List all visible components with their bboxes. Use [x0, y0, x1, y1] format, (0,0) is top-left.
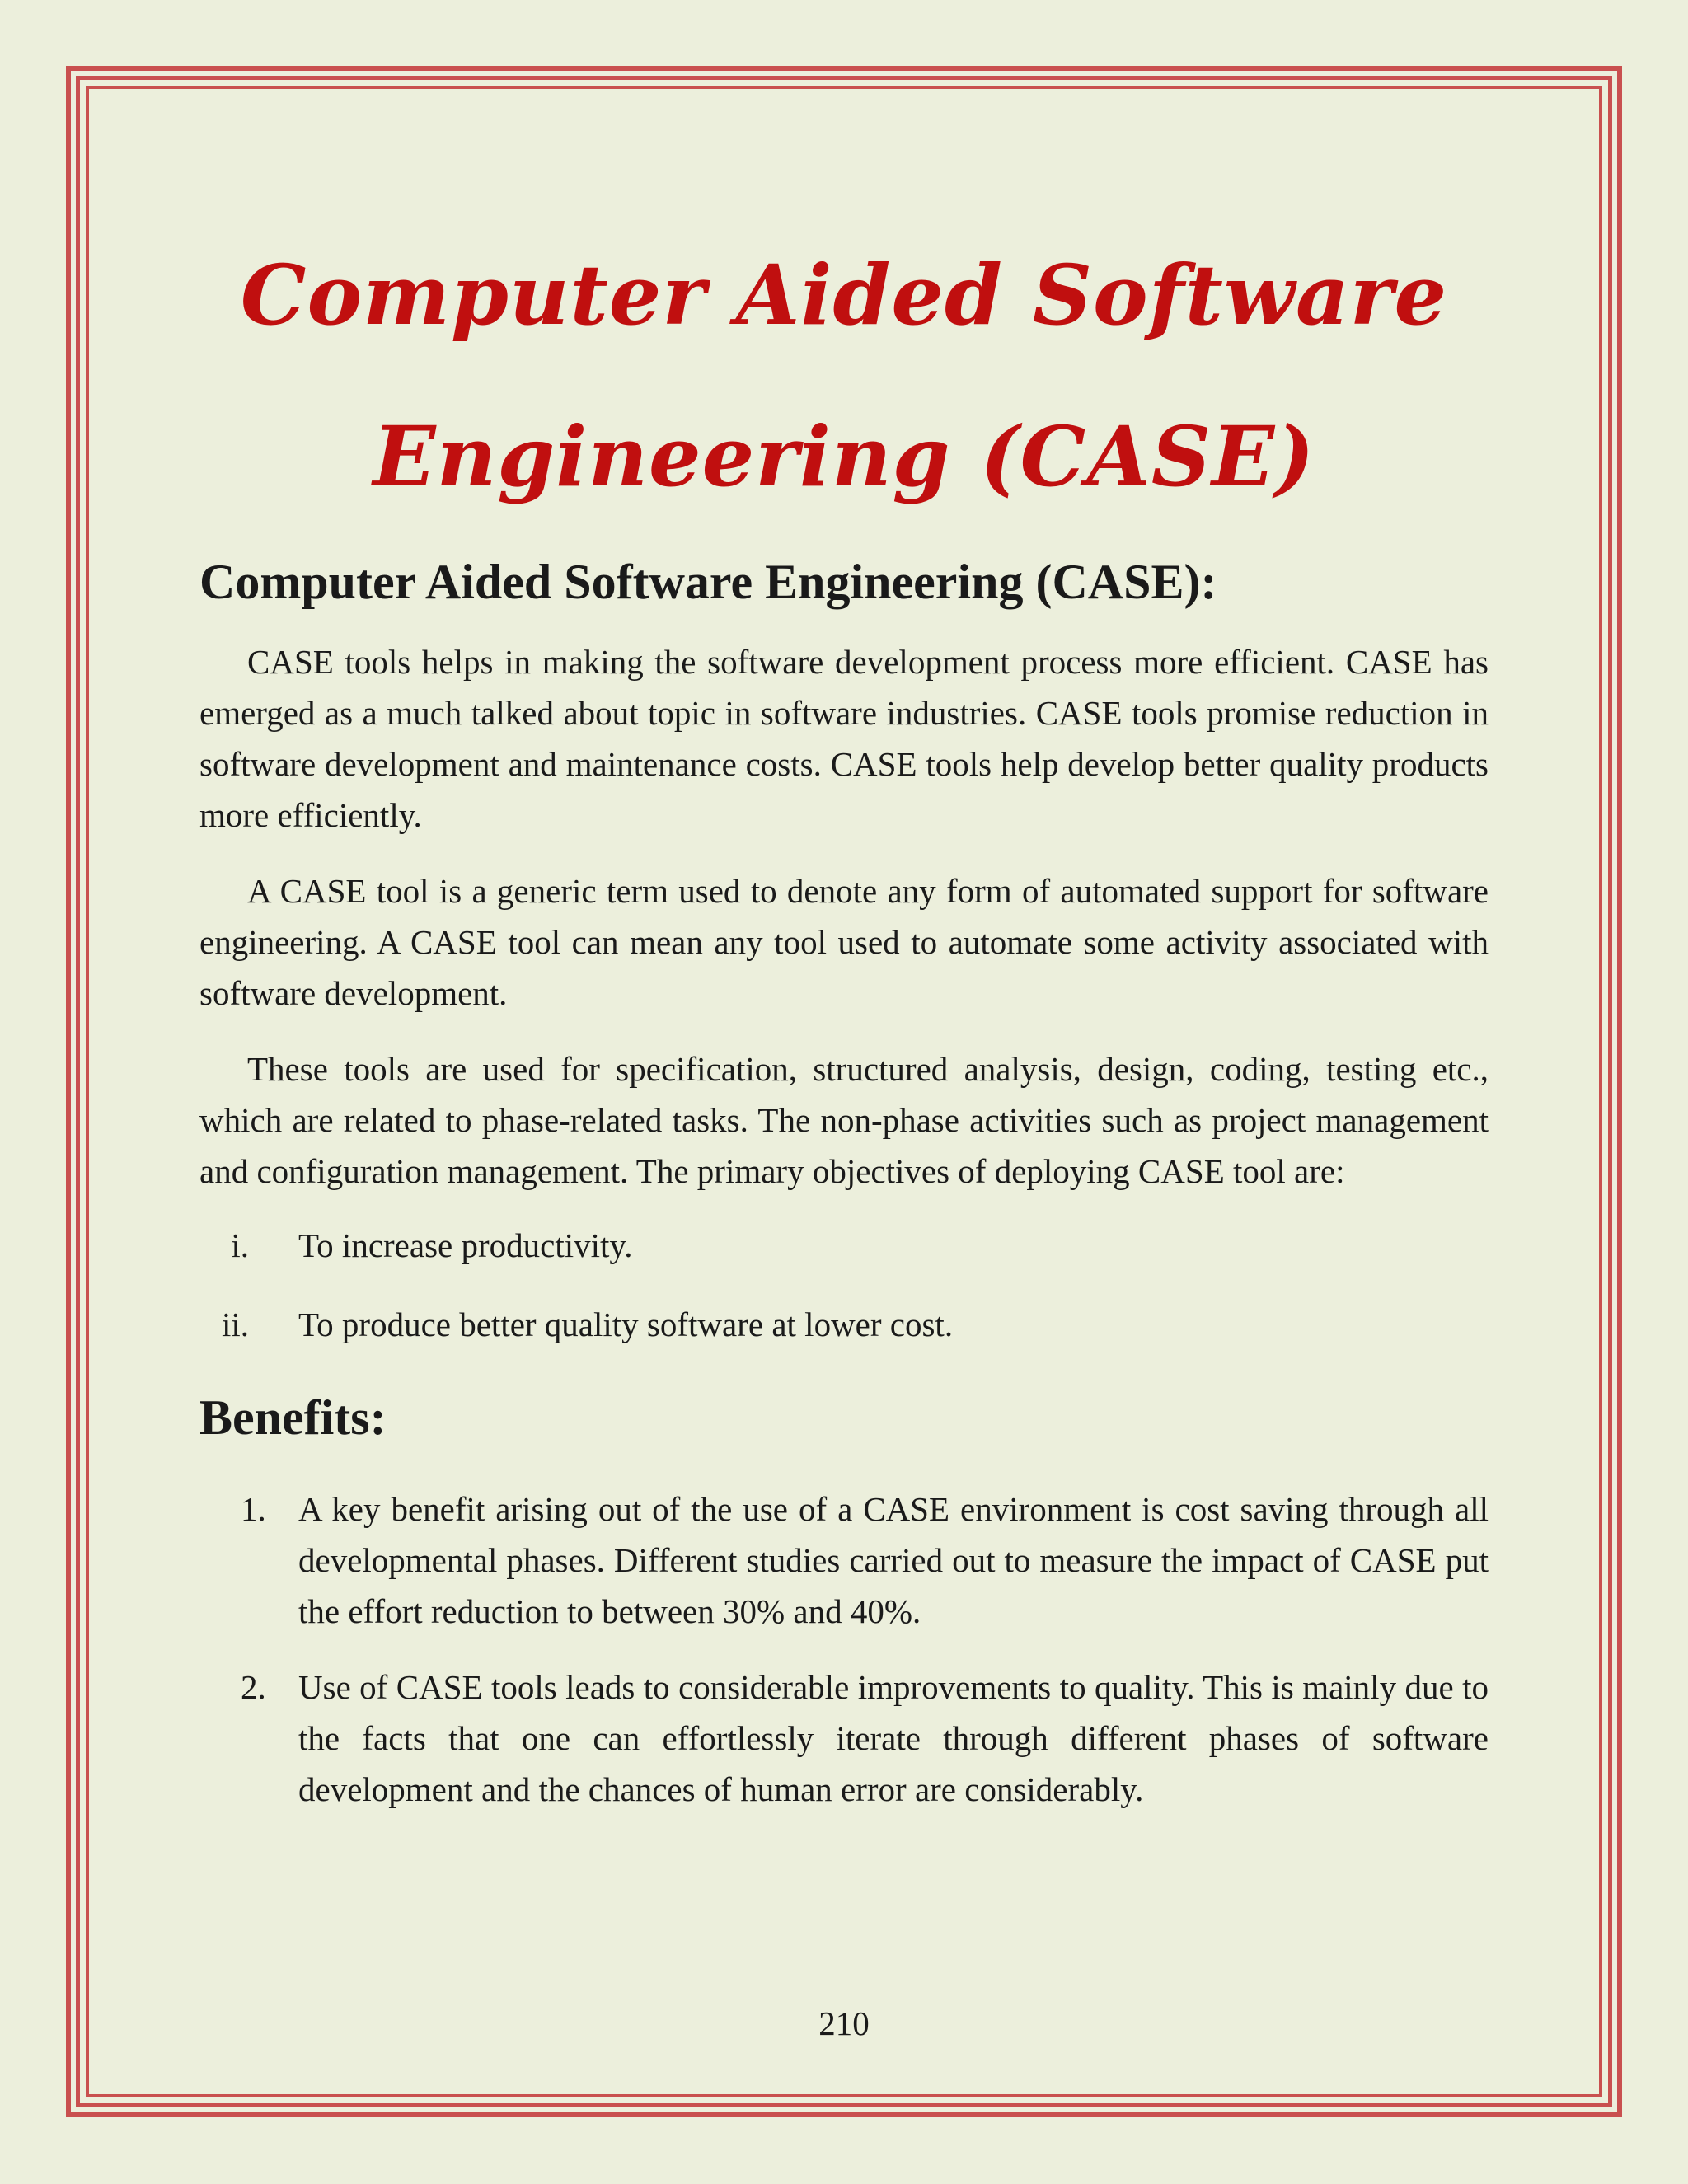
- paragraph-intro: CASE tools helps in making the software development process more efficient. CASE has emerged as a much talked about topic in software industries. CASE tools promise reduction in software development and maintenance costs. CASE tools help develop better quality products more efficiently.: [199, 643, 1489, 834]
- page-title-line-1: Computer Aided Software: [240, 246, 1448, 344]
- section-heading-case: Computer Aided Software Engineering (CASE):: [199, 555, 1217, 609]
- objectives-list: [199, 1220, 1489, 1350]
- paragraph-definition: A CASE tool is a generic term used to denote any form of automated support for software engineering. A CASE tool can mean any tool used to automate some activity associated with software development.: [199, 872, 1489, 1012]
- list-item-text: To increase productivity.: [298, 1226, 633, 1264]
- section-heading-benefits: Benefits:: [199, 1390, 387, 1445]
- list-item: [199, 1220, 1489, 1271]
- page-number: 210: [818, 2004, 870, 2042]
- list-item-text: To produce better quality software at lower cost.: [298, 1305, 954, 1343]
- list-item: [199, 1299, 1489, 1350]
- list-item-text: A key benefit arising out of the use of a CASE environment is cost saving through all developmental phases. Different studies carried out to measure the impact of CASE put the effort reduction to between 30% and 40%.: [298, 1490, 1489, 1630]
- list-item: [199, 1661, 1489, 1815]
- page-content: [199, 214, 1489, 1840]
- list-item: [199, 1483, 1489, 1637]
- list-marker: 1.: [241, 1490, 266, 1528]
- list-marker: i.: [231, 1226, 249, 1264]
- list-item-text: Use of CASE tools leads to considerable improvements to quality. This is mainly due to the facts that one can effortlessly iterate through different phases of software development and the chances of human error are considerably.: [298, 1668, 1489, 1808]
- page-title: [199, 214, 1489, 537]
- list-marker: ii.: [221, 1305, 249, 1343]
- list-marker: 2.: [241, 1668, 266, 1706]
- paragraph-objectives: These tools are used for specification, structured analysis, design, coding, testing etc., which are related to phase-related tasks. The non-phase activities such as project management and configuration management. The primary objectives of deploying CASE tool are:: [199, 1050, 1489, 1190]
- benefits-list: [199, 1483, 1489, 1815]
- page-title-line-2: Engineering (CASE): [373, 408, 1315, 505]
